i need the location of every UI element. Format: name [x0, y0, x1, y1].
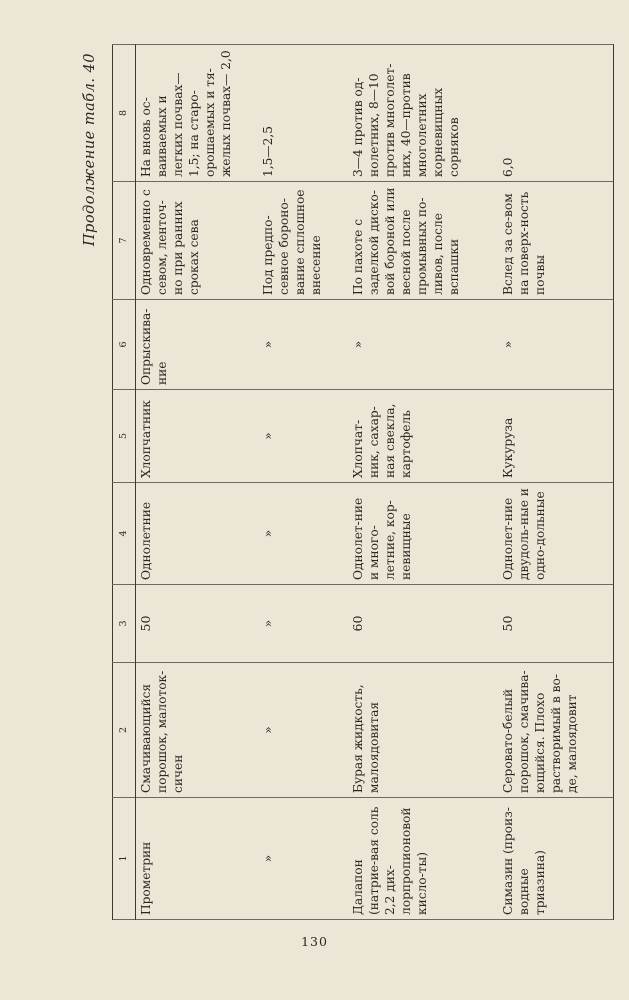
table-cell: 60 [348, 585, 498, 663]
table-cell: » [258, 390, 348, 483]
table-cell: » [258, 300, 348, 390]
header-cell: 4 [113, 483, 136, 585]
table-cell: Серовато-белый порошок, смачива-ющийся. Плохо растворимый в во-де, малоядовит [498, 663, 614, 798]
table-cell: » [498, 300, 614, 390]
header-cell: 6 [113, 300, 136, 390]
rotated-table-block [82, 45, 614, 920]
table-cell: » [258, 798, 348, 920]
table-cell: Опрыскива-ние [136, 300, 258, 390]
table-cell: На вновь ос-ваиваемых и легких почвах— 1,5; на старо-орошаемых и тя-желых почвах— 2,0 [136, 45, 258, 182]
table-cell: Хлопчатник [136, 390, 258, 483]
table-row [136, 45, 258, 920]
table-cell: Вслед за се-вом на поверх-ность почвы [498, 182, 614, 300]
table-cell: Однолет-ние и много-летние, кор-невищные [348, 483, 498, 585]
page-number: 130 [301, 934, 328, 949]
table-cell: Однолет-ние двудоль-ные и одно-дольные [498, 483, 614, 585]
table-cell: » [258, 483, 348, 585]
table-cell: Симазин (произ-водные триазина) [498, 798, 614, 920]
table-row [258, 45, 348, 920]
header-cell: 3 [113, 585, 136, 663]
table-cell: Однолетние [136, 483, 258, 585]
table-row [348, 45, 498, 920]
table-cell: Хлопчат-ник, сахар-ная свекла, картофель [348, 390, 498, 483]
table-cell: Под предпо-севное бороно-вание сплошное внесение [258, 182, 348, 300]
table-cell: Далапон (натрие-вая соль 2,2 дих-лорпропионовой кисло-ты) [348, 798, 498, 920]
table-cell: 50 [136, 585, 258, 663]
header-cell: 2 [113, 663, 136, 798]
herbicide-table [112, 44, 614, 920]
header-cell: 5 [113, 390, 136, 483]
header-cell: 7 [113, 182, 136, 300]
table-cell: 3—4 против од-нолетних, 8—10 против многолет-них, 40—против многолетних корневищных сорняков [348, 45, 498, 182]
table-cell: 50 [498, 585, 614, 663]
header-row [113, 45, 136, 920]
table-cell: Бурая жидкость, малоядовитая [348, 663, 498, 798]
table-caption: Продолжение табл. 40 [82, 53, 98, 247]
table-cell: 1,5—2,5 [258, 45, 348, 182]
table-cell: » [348, 300, 498, 390]
table-cell: Одновременно с севом, ленточ-но при ранних сроках сева [136, 182, 258, 300]
table-cell: По пахоте с заделкой диско-вой бороной или весной после промывных по-ливов, после вспашки [348, 182, 498, 300]
table-cell: » [258, 585, 348, 663]
table-cell: Смачивающийся порошок, малоток-сичен [136, 663, 258, 798]
header-cell: 8 [113, 45, 136, 182]
table-cell: Прометрин [136, 798, 258, 920]
table-row [498, 45, 614, 920]
table-cell: 6,0 [498, 45, 614, 182]
table-cell: Кукуруза [498, 390, 614, 483]
table-cell: » [258, 663, 348, 798]
header-cell: 1 [113, 798, 136, 920]
